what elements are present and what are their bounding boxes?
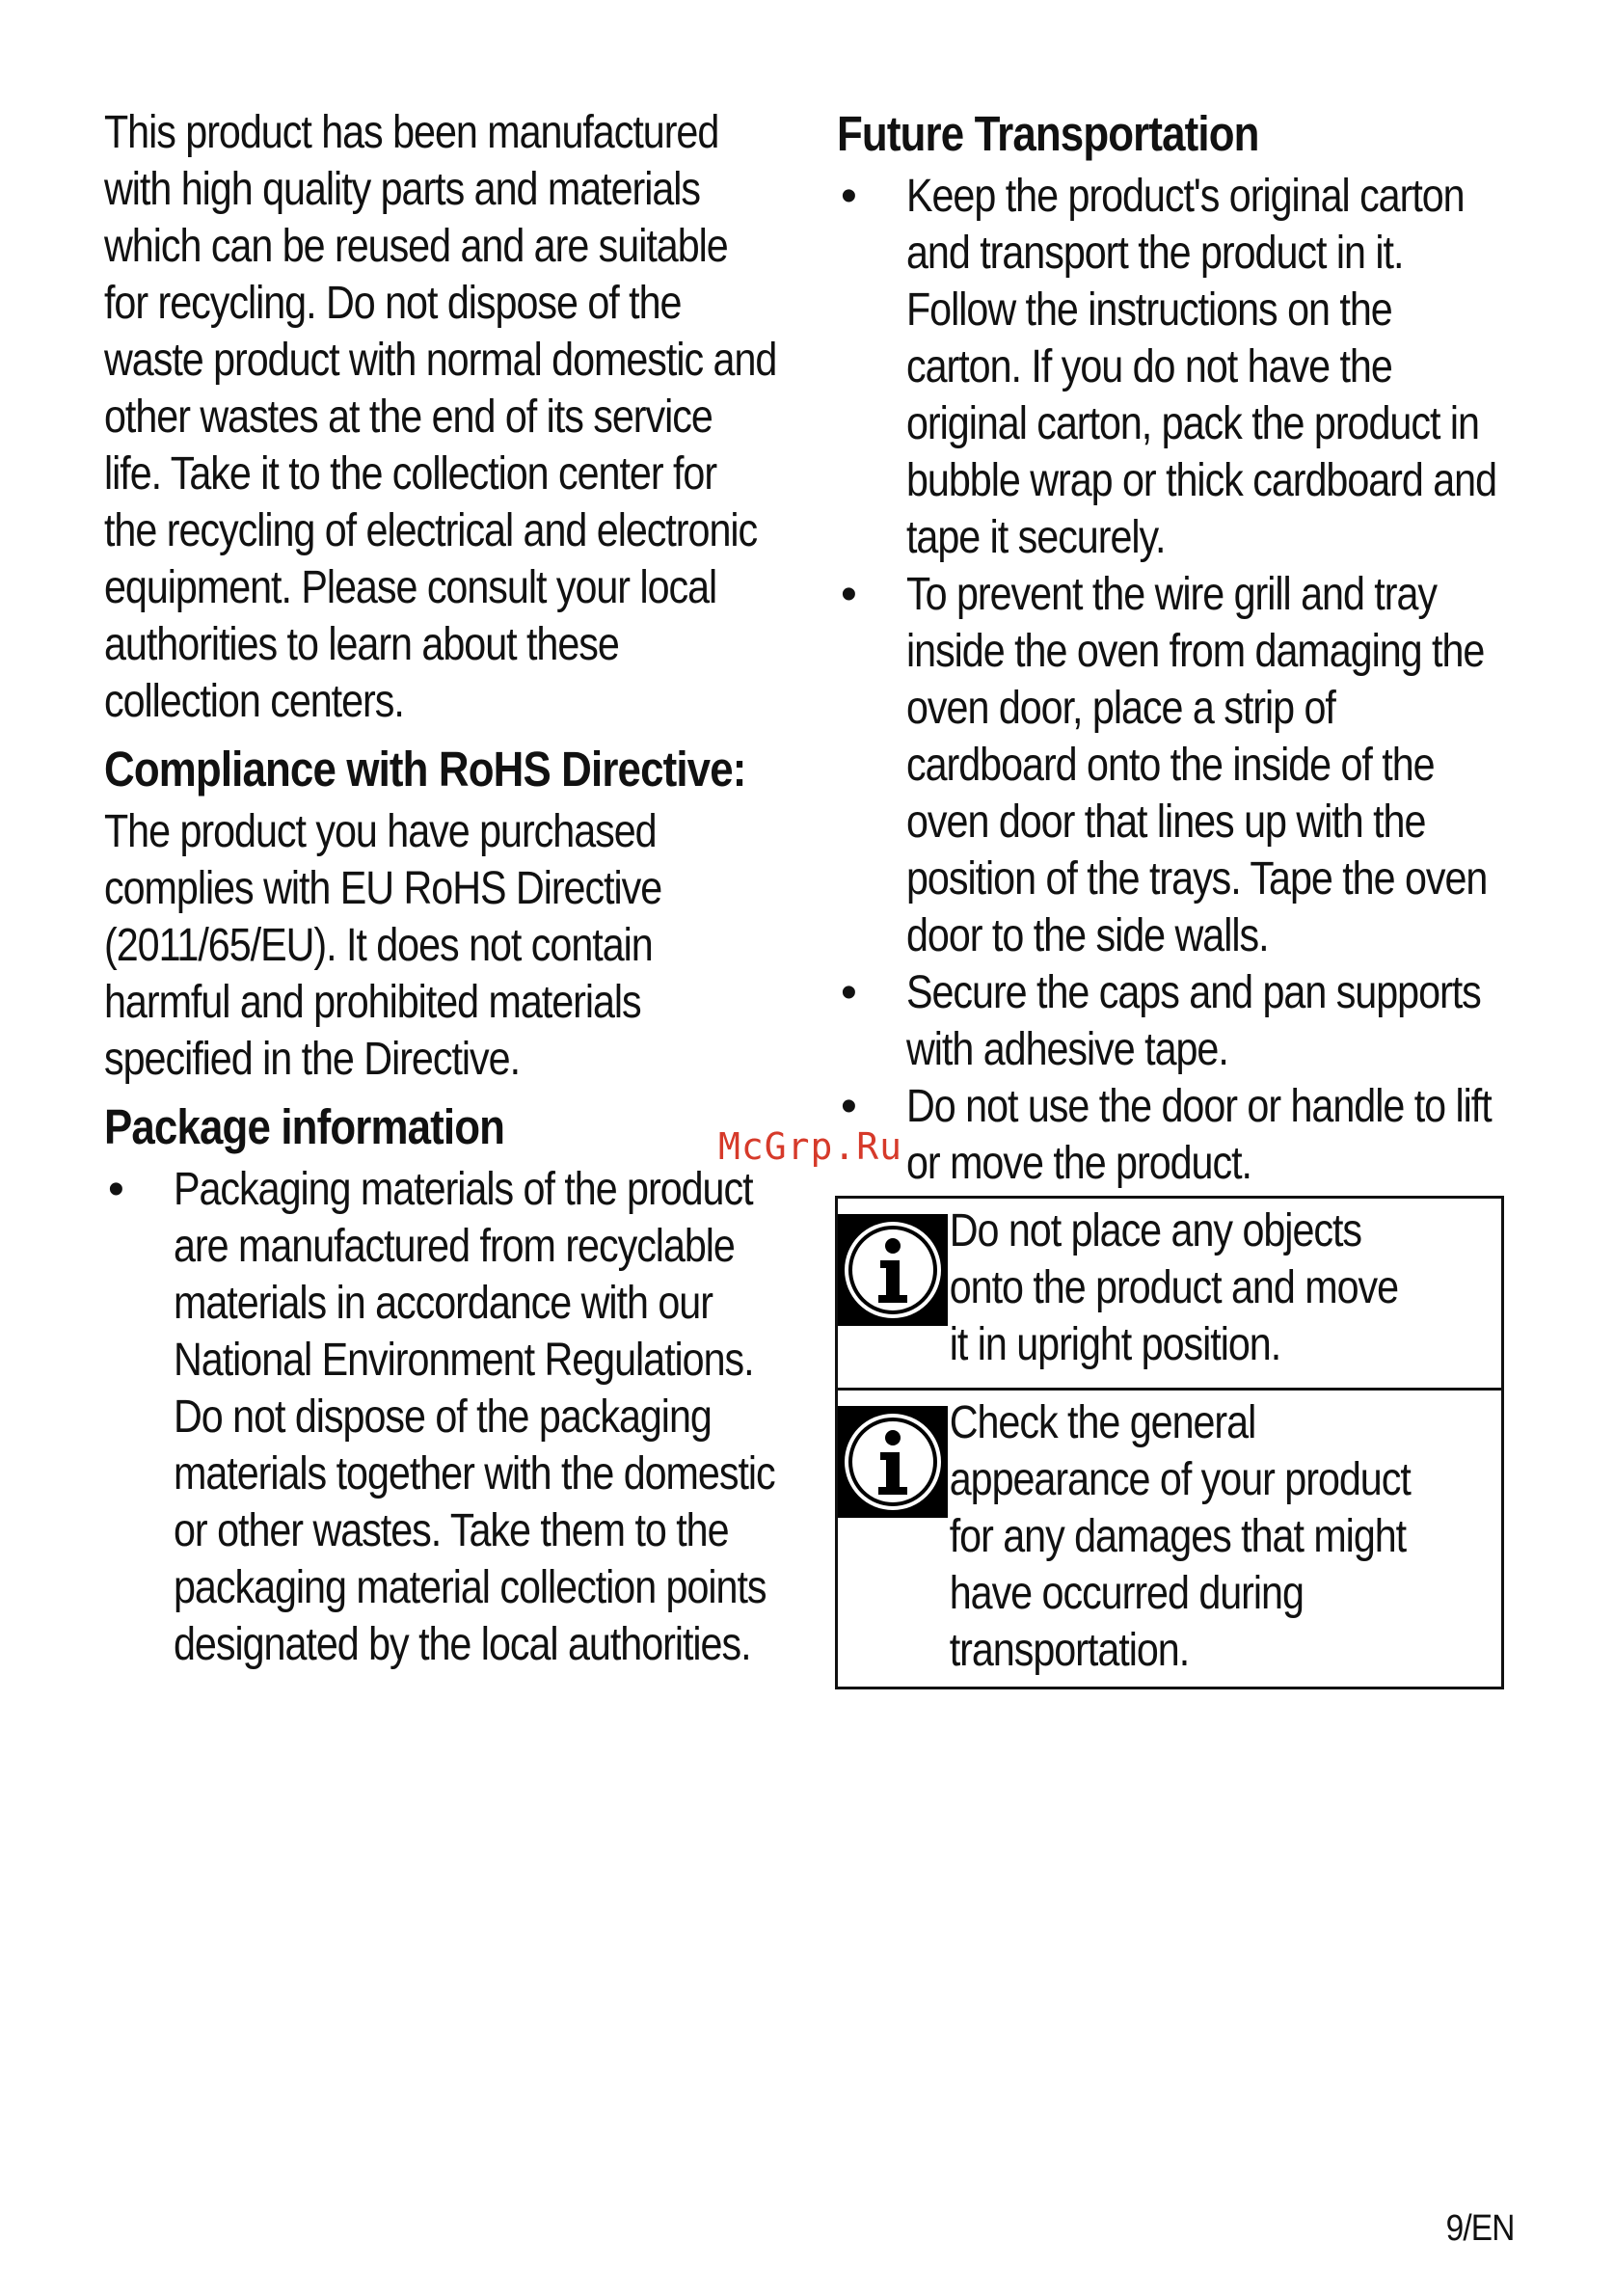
- note-text: Check the general appearance of your product for any damages that might have occurred during transportation.: [949, 1397, 1411, 1676]
- list-item: [837, 566, 1512, 964]
- page-number: 9/EN: [1445, 2208, 1514, 2249]
- left-column: [104, 104, 779, 1673]
- right-column: [837, 104, 1512, 1192]
- bullet-text: Packaging materials of the product are manufactured from recyclable materials in accordance with our National Environment Regulations. Do not dispose of the packaging materials together with the domestic or other wastes. Take them to the packaging material collection points designated by the local authorities.: [174, 1164, 775, 1670]
- list-item: [104, 1161, 779, 1673]
- bullet-marker: •: [841, 1081, 857, 1132]
- list-item: [837, 964, 1512, 1078]
- note-row: [838, 1199, 1501, 1388]
- list-item: [837, 1078, 1512, 1192]
- bullet-marker: •: [108, 1164, 124, 1215]
- note-row: [838, 1388, 1501, 1687]
- rohs-paragraph: The product you have purchased complies with EU RoHS Directive (2011/65/EU). It does not contain harmful and prohibited materials specified in the Directive.: [104, 806, 662, 1085]
- info-icon: [838, 1406, 948, 1518]
- bullet-text: Do not use the door or handle to lift or move the product.: [906, 1081, 1492, 1189]
- transport-heading: Future Transportation: [837, 106, 1259, 161]
- package-heading: Package information: [104, 1099, 505, 1154]
- transport-bullet-list: [837, 168, 1512, 1192]
- bullet-marker: •: [841, 171, 857, 222]
- notes-table: [835, 1196, 1504, 1689]
- info-icon: [838, 1214, 948, 1326]
- bullet-text: Secure the caps and pan supports with adhesive tape.: [906, 967, 1481, 1075]
- bullet-marker: •: [841, 967, 857, 1018]
- note-text: Do not place any objects onto the product and move it in upright position.: [949, 1205, 1399, 1370]
- bullet-text: To prevent the wire grill and tray inside the oven from damaging the oven door, place a strip of cardboard onto the inside of the oven door that lines up with the position of the trays. Tape the oven door to the side walls.: [906, 569, 1488, 961]
- rohs-heading: Compliance with RoHS Directive:: [104, 742, 746, 797]
- list-item: [837, 168, 1512, 566]
- bullet-marker: •: [841, 569, 857, 620]
- package-bullet-list: [104, 1161, 779, 1673]
- intro-paragraph: This product has been manufactured with high quality parts and materials which can be reused and are suitable for recycling. Do not dispose of the waste product with normal domestic and other wastes at the end of its service life. Take it to the collection center for the recycling of electrical and electronic equipment. Please consult your local authorities to learn about these collection centers.: [104, 107, 777, 727]
- watermark-text: McGrp.Ru: [718, 1125, 903, 1168]
- bullet-text: Keep the product's original carton and transport the product in it. Follow the instructions on the carton. If you do not have the original carton, pack the product in bubble wrap or thick cardboard and tape it securely.: [906, 171, 1497, 563]
